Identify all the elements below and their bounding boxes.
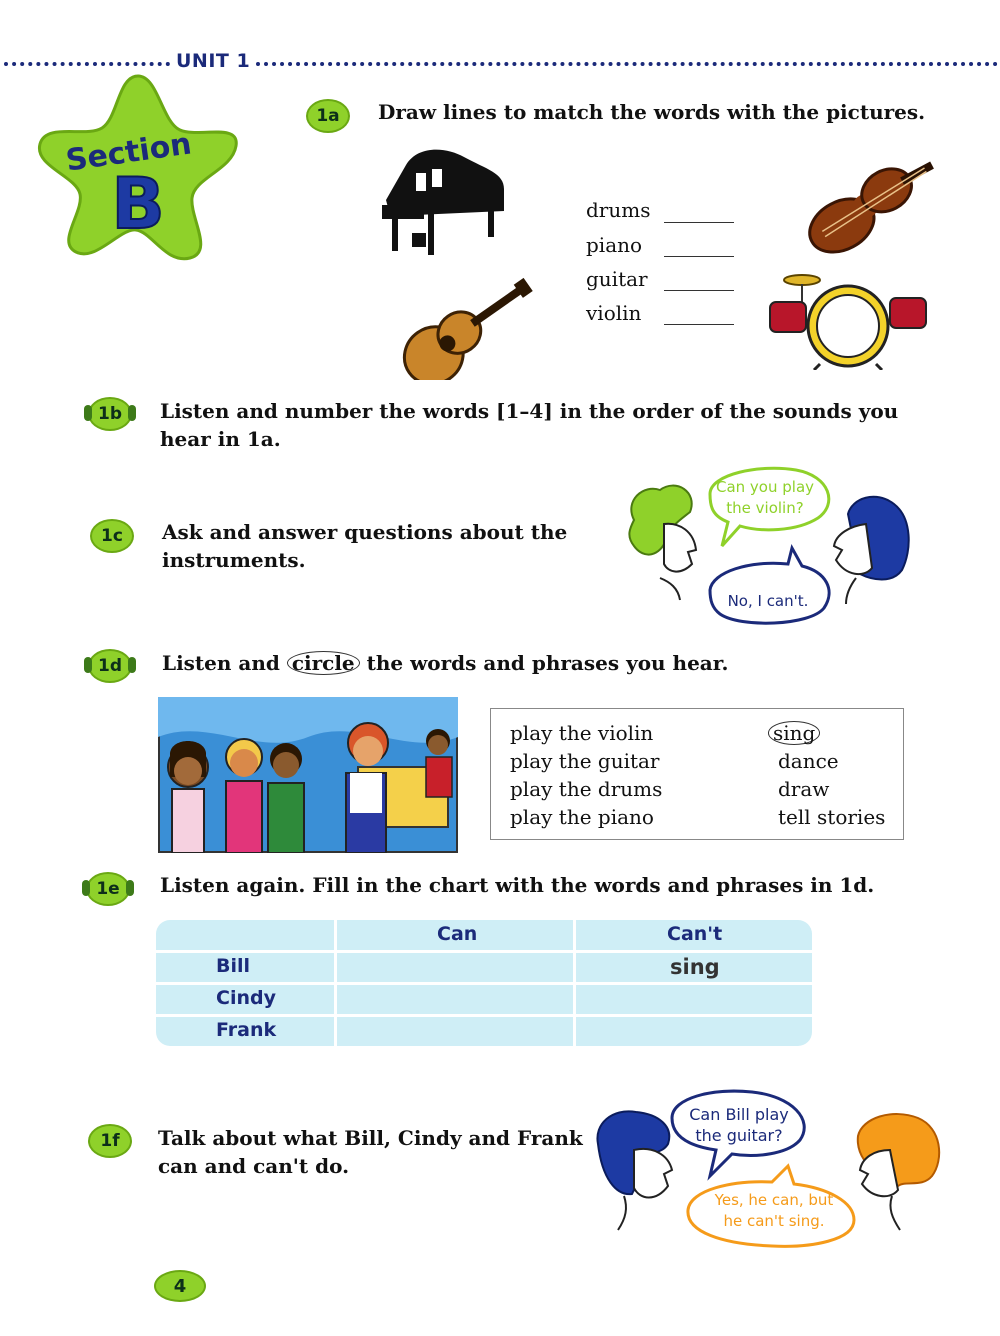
chart-row3-name: Frank [216,1019,277,1041]
badge-1b: 1b [88,397,132,431]
chart-row3-can-cell[interactable] [337,1017,573,1046]
phrase-left-1[interactable]: play the violin [510,721,654,745]
phrase-right-1-circled: sing [768,721,820,745]
violin-icon [794,148,944,256]
bubble-1f-answer-line1: Yes, he can, but [714,1191,834,1209]
chart-row1-can-cell[interactable] [337,953,573,982]
phrase-right-1[interactable] [768,721,820,745]
bubble-1c-question [706,477,824,519]
phrase-right-3[interactable]: draw [778,777,830,801]
word-drums: drums [586,198,651,222]
bubble-1f-answer-line2: he can't sing. [723,1212,825,1230]
header-dots-right [256,62,998,66]
chart-col-cant: Can't [667,923,723,945]
drums-icon [766,272,930,370]
bubble-1f-question-line1: Can Bill play [689,1105,789,1124]
instruction-1e: Listen again. Fill in the chart with the words and phrases in 1d. [160,873,875,897]
guitar-icon [390,270,540,380]
kids-scene-picture [158,697,458,853]
chart-row2-cant-cell[interactable] [576,985,812,1014]
chart-row3-cant-cell[interactable] [576,1017,812,1046]
instruction-1f-line2: can and can't do. [158,1154,350,1178]
section-star-badge [30,70,245,265]
bubble-1c-question-line2: the violin? [726,499,804,517]
instruction-1a: Draw lines to match the words with the pictures. [378,100,926,124]
section-letter: B [111,163,165,245]
badge-1c: 1c [90,519,134,553]
instruction-1b-line2: hear in 1a. [160,427,281,451]
piano-icon [376,145,511,260]
instruction-1c-line2: instruments. [162,548,306,572]
phrase-left-3[interactable]: play the drums [510,777,663,801]
chart-header-blank [156,920,334,950]
bubble-1c-question-line1: Can you play [715,478,815,496]
word-piano: piano [586,233,643,257]
instruction-1b [160,397,940,453]
bubble-1c-answer: No, I can't. [727,592,809,610]
instruction-1f [158,1124,583,1180]
instruction-1d-after: the words and phrases you hear. [366,651,729,675]
instruction-1c [162,518,567,574]
bubble-1f-question [676,1104,802,1146]
header-dots-left [4,62,170,66]
phrase-right-4[interactable]: tell stories [778,805,886,829]
section-word: Section [63,126,194,179]
chart-row2-can-cell[interactable] [337,985,573,1014]
instruction-1f-line1: Talk about what Bill, Cindy and Frank [158,1126,583,1150]
blank-violin[interactable] [664,324,734,325]
instruction-1d-before: Listen and [162,651,280,675]
chart-col-can: Can [437,923,478,945]
word-guitar: guitar [586,267,648,291]
instruction-1d-circle-word: circle [287,651,360,675]
blank-drums[interactable] [664,222,734,223]
badge-1a: 1a [306,99,350,133]
instruction-1d [162,649,728,677]
phrase-left-2[interactable]: play the guitar [510,749,660,773]
phrase-right-2[interactable]: dance [778,749,839,773]
word-violin: violin [586,301,642,325]
phrase-left-4[interactable]: play the piano [510,805,654,829]
bubble-1f-question-line2: the guitar? [695,1126,783,1145]
chart-row2-name: Cindy [216,987,276,1009]
badge-1e: 1e [86,872,130,906]
instruction-1b-line1: Listen and number the words [1–4] in the order of the sounds you [160,399,899,423]
unit-label: UNIT 1 [176,50,251,72]
blank-guitar[interactable] [664,290,734,291]
chart-row1-name: Bill [216,955,251,977]
bubble-1f-answer [694,1190,854,1232]
blank-piano[interactable] [664,256,734,257]
badge-1d: 1d [88,649,132,683]
badge-1f: 1f [88,1124,132,1158]
chart-row1-cant: sing [670,955,720,979]
instruction-1c-line1: Ask and answer questions about the [162,520,568,544]
page-number: 4 [154,1270,206,1302]
